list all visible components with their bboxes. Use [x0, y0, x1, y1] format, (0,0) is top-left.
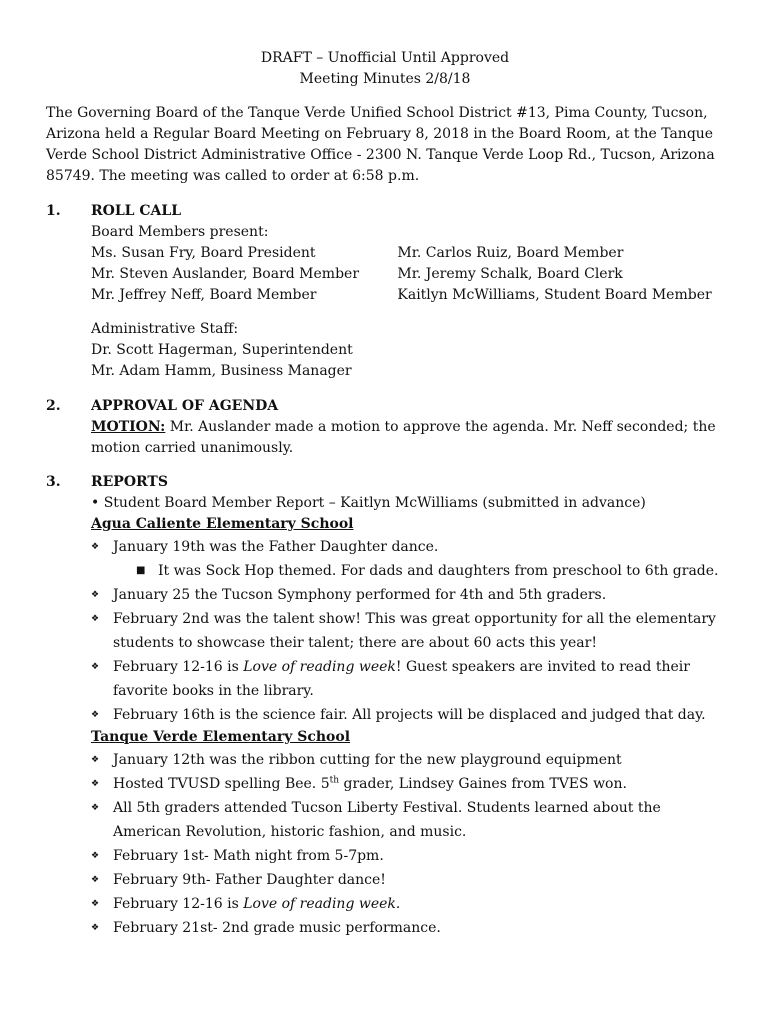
diamond-bullet-icon: ❖	[91, 614, 100, 624]
diamond-bullet-icon: ❖	[91, 590, 100, 600]
list-item: ❖ February 12-16 is Love of reading week.	[91, 892, 726, 916]
list-item: ❖ All 5th graders attended Tucson Liberty Festival. Students learned about the American Revolution, historic fashion, and music.	[91, 796, 726, 844]
school-heading-tanque-verde: Tanque Verde Elementary School	[91, 729, 351, 745]
sub-list-item: ■ It was Sock Hop themed. For dads and daughters from preschool to 6th grade.	[91, 559, 726, 583]
section-number: 3.	[46, 474, 61, 490]
list-item: ❖ February 1st- Math night from 5-7pm.	[91, 844, 726, 868]
board-member: Mr. Jeremy Schalk, Board Clerk	[397, 266, 623, 282]
admin-staff-label: Administrative Staff:	[91, 321, 239, 337]
student-report-line: • Student Board Member Report – Kaitlyn McWilliams (submitted in advance)	[91, 495, 646, 511]
section-title: REPORTS	[91, 474, 168, 490]
reports-section	[46, 472, 726, 940]
diamond-bullet-icon: ❖	[91, 875, 100, 885]
diamond-bullet-icon: ❖	[91, 899, 100, 909]
draft-notice: DRAFT – Unofficial Until Approved	[260, 50, 510, 66]
agenda-section	[46, 396, 726, 459]
list-item: ❖ February 16th is the science fair. All projects will be displaced and judged that day.	[91, 703, 726, 727]
diamond-bullet-icon: ❖	[91, 923, 100, 933]
diamond-bullet-icon: ❖	[91, 755, 100, 765]
minutes-date: Meeting Minutes 2/8/18	[299, 71, 471, 87]
motion-label: MOTION:	[91, 419, 166, 435]
diamond-bullet-icon: ❖	[91, 710, 100, 720]
diamond-bullet-icon: ❖	[91, 662, 100, 672]
board-member: Kaitlyn McWilliams, Student Board Member	[397, 287, 712, 303]
board-member: Ms. Susan Fry, Board President	[91, 245, 316, 261]
roll-call-section	[46, 201, 726, 382]
list-item: ❖ February 9th- Father Daughter dance!	[91, 868, 726, 892]
motion-text: MOTION: Mr. Auslander made a motion to approve the agenda. Mr. Neff seconded; the motion carried unanimously.	[91, 419, 716, 456]
diamond-bullet-icon: ❖	[91, 542, 100, 552]
list-item: ❖ Hosted TVUSD spelling Bee. 5th grader, Lindsey Gaines from TVES won.	[91, 772, 726, 796]
board-member: Mr. Jeffrey Neff, Board Member	[91, 287, 317, 303]
section-number: 2.	[46, 398, 61, 414]
staff-member: Dr. Scott Hagerman, Superintendent	[91, 342, 353, 358]
section-title: APPROVAL OF AGENDA	[91, 398, 279, 414]
diamond-bullet-icon: ❖	[91, 803, 100, 813]
intro-paragraph: The Governing Board of the Tanque Verde Unified School District #13, Pima County, Tucson, Arizona held a Regular Board Meeting on February 8, 2018 in the Board Room, at the Tanque Verde School District Administrative Office - 2300 N. Tanque Verde Loop Rd., Tucson, Arizona 85749. The meeting was called to order at 6:58 p.m.	[46, 105, 715, 184]
staff-member: Mr. Adam Hamm, Business Manager	[91, 363, 352, 379]
board-members-label: Board Members present:	[91, 224, 269, 240]
board-member: Mr. Steven Auslander, Board Member	[91, 266, 360, 282]
list-item: ❖ January 25 the Tucson Symphony performed for 4th and 5th graders.	[91, 583, 726, 607]
list-item: ❖ January 19th was the Father Daughter dance.	[91, 535, 726, 559]
school-heading-agua-caliente: Agua Caliente Elementary School	[91, 516, 354, 532]
diamond-bullet-icon: ❖	[91, 779, 100, 789]
square-bullet-icon: ■	[136, 565, 146, 576]
list-item: ❖ February 21st- 2nd grade music performance.	[91, 916, 726, 940]
list-item: ❖ February 12-16 is Love of reading week! Guest speakers are invited to read their favorite books in the library.	[91, 655, 726, 703]
list-item: ❖ January 12th was the ribbon cutting for the new playground equipment	[91, 748, 726, 772]
section-title: ROLL CALL	[91, 203, 182, 219]
section-number: 1.	[46, 203, 61, 219]
list-item: ❖ February 2nd was the talent show! This was great opportunity for all the elementary students to showcase their talent; there are about 60 acts this year!	[91, 607, 726, 655]
diamond-bullet-icon: ❖	[91, 851, 100, 861]
board-members-list	[91, 243, 726, 306]
document-header	[0, 48, 770, 90]
board-member: Mr. Carlos Ruiz, Board Member	[397, 245, 624, 261]
